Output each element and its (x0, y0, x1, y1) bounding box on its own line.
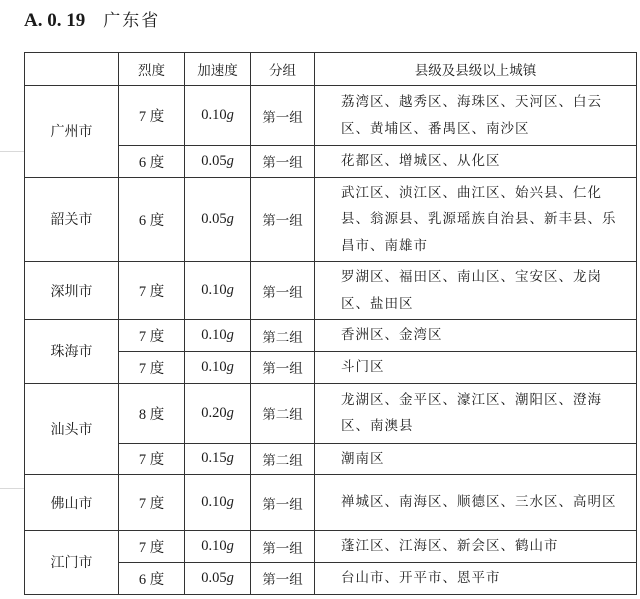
group-cell: 第一组 (251, 531, 315, 563)
group-cell: 第二组 (251, 383, 315, 443)
acceleration-cell (185, 177, 251, 262)
counties-cell: 龙湖区、金平区、濠江区、潮阳区、澄海区、南澳县 (315, 383, 637, 443)
group-cell: 第一组 (251, 146, 315, 178)
header-acceleration: 加速度 (185, 53, 251, 86)
acceleration-unit: g (226, 538, 234, 554)
acceleration-cell (185, 352, 251, 384)
acceleration-value: 0.05 (201, 152, 227, 169)
intensity-cell: 7 度 (119, 352, 185, 384)
city-name-cell: 汕头市 (25, 383, 119, 475)
table-row (25, 383, 637, 443)
acceleration-unit: g (226, 107, 234, 123)
group-cell: 第一组 (251, 262, 315, 320)
acceleration-cell (185, 475, 251, 531)
city-name-cell: 广州市 (25, 86, 119, 178)
acceleration-unit: g (226, 282, 234, 298)
counties-cell: 斗门区 (315, 352, 637, 384)
acceleration-unit: g (226, 358, 234, 375)
city-name-cell: 韶关市 (25, 177, 119, 262)
acceleration-value: 0.10 (201, 538, 227, 554)
group-cell: 第二组 (251, 443, 315, 475)
intensity-cell: 6 度 (119, 146, 185, 178)
counties-cell: 蓬江区、江海区、新会区、鹤山市 (315, 531, 637, 563)
counties-cell: 花都区、增城区、从化区 (315, 146, 637, 178)
city-name-cell: 江门市 (25, 531, 119, 595)
counties-cell: 潮南区 (315, 443, 637, 475)
acceleration-value: 0.10 (201, 327, 227, 343)
intensity-cell: 8 度 (119, 383, 185, 443)
group-cell: 第一组 (251, 352, 315, 384)
table-row (25, 177, 637, 262)
city-name-cell: 深圳市 (25, 262, 119, 320)
counties-cell: 香洲区、金湾区 (315, 320, 637, 352)
acceleration-cell (185, 383, 251, 443)
acceleration-value: 0.10 (201, 494, 227, 510)
table-header-row (25, 53, 637, 86)
acceleration-cell (185, 563, 251, 595)
acceleration-value: 0.10 (201, 358, 227, 375)
province-title: 广东省 (103, 11, 161, 31)
header-group: 分组 (251, 53, 315, 86)
intensity-cell: 7 度 (119, 86, 185, 146)
group-cell: 第二组 (251, 320, 315, 352)
acceleration-unit: g (226, 494, 234, 510)
acceleration-value: 0.10 (201, 282, 227, 298)
acceleration-value: 0.10 (201, 107, 227, 123)
acceleration-value: 0.15 (201, 450, 227, 467)
group-cell: 第一组 (251, 86, 315, 146)
section-heading (24, 6, 160, 30)
header-city (25, 53, 119, 86)
acceleration-cell (185, 531, 251, 563)
acceleration-unit: g (226, 404, 234, 421)
table-row (25, 320, 637, 352)
group-cell: 第一组 (251, 177, 315, 262)
counties-cell: 台山市、开平市、恩平市 (315, 563, 637, 595)
counties-cell: 罗湖区、福田区、南山区、宝安区、龙岗区、盐田区 (315, 262, 637, 320)
header-counties: 县级及县级以上城镇 (315, 53, 637, 86)
acceleration-cell (185, 262, 251, 320)
intensity-cell: 7 度 (119, 531, 185, 563)
acceleration-unit: g (226, 569, 234, 586)
acceleration-value: 0.20 (201, 404, 227, 421)
acceleration-cell (185, 86, 251, 146)
acceleration-cell (185, 443, 251, 475)
acceleration-cell (185, 146, 251, 178)
group-cell: 第一组 (251, 563, 315, 595)
intensity-cell: 7 度 (119, 262, 185, 320)
acceleration-value: 0.05 (201, 210, 227, 227)
acceleration-unit: g (226, 450, 234, 467)
city-name-cell: 佛山市 (25, 475, 119, 531)
table-body (25, 86, 637, 595)
acceleration-value: 0.05 (201, 569, 227, 586)
table-row (25, 475, 637, 531)
city-name-cell: 珠海市 (25, 320, 119, 384)
counties-cell: 武江区、浈江区、曲江区、始兴县、仁化县、翁源县、乳源瑶族自治县、新丰县、乐昌市、南雄市 (315, 177, 637, 262)
intensity-cell: 6 度 (119, 177, 185, 262)
group-cell: 第一组 (251, 475, 315, 531)
page-divider (0, 151, 24, 152)
section-number: A. 0. 19 (24, 10, 86, 31)
intensity-cell: 6 度 (119, 563, 185, 595)
acceleration-cell (185, 320, 251, 352)
page-divider (0, 488, 24, 489)
acceleration-unit: g (226, 327, 234, 343)
acceleration-unit: g (226, 152, 234, 169)
intensity-cell: 7 度 (119, 443, 185, 475)
table-row (25, 262, 637, 320)
header-intensity: 烈度 (119, 53, 185, 86)
table-row (25, 86, 637, 146)
intensity-cell: 7 度 (119, 475, 185, 531)
intensity-cell: 7 度 (119, 320, 185, 352)
seismic-zoning-table (24, 52, 637, 595)
acceleration-unit: g (226, 210, 234, 227)
counties-cell: 荔湾区、越秀区、海珠区、天河区、白云区、黄埔区、番禺区、南沙区 (315, 86, 637, 146)
counties-cell: 禅城区、南海区、顺德区、三水区、高明区 (315, 475, 637, 531)
table-row (25, 531, 637, 563)
